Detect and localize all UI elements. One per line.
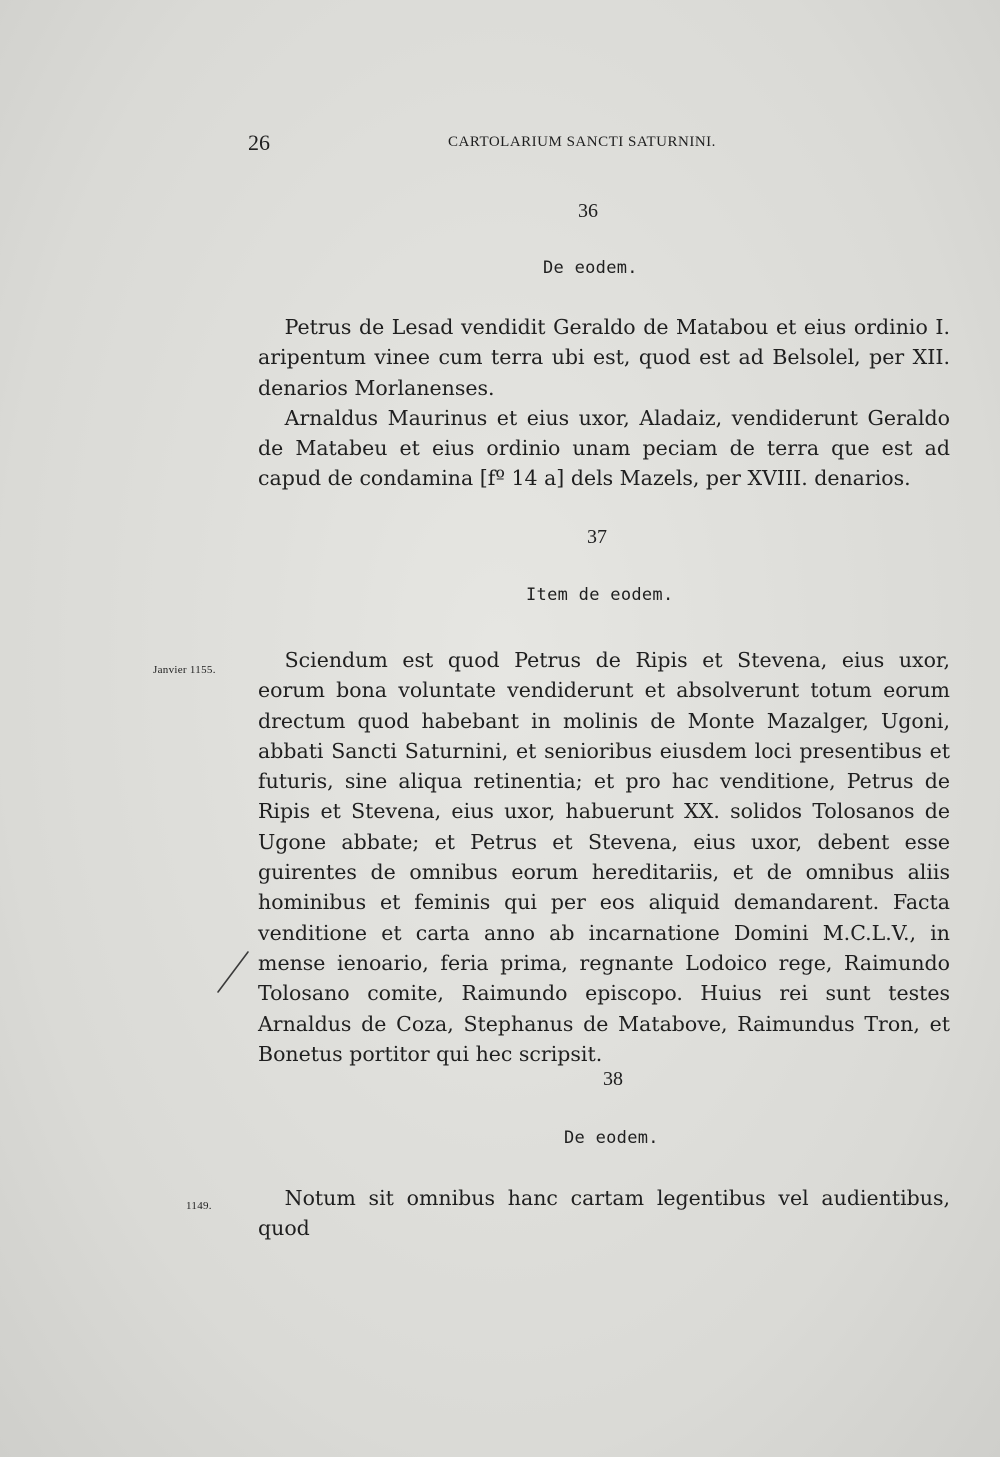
- paragraph: Arnaldus Maurinus et eius uxor, Aladaiz, vendiderunt Geraldo de Matabeu et eius ordinio unam peciam de terra que est ad capud de condamina [fº 14 a] dels Mazels, per XVIII. denarios.: [258, 405, 950, 491]
- running-head: [248, 130, 948, 160]
- handwritten-slash-mark: [212, 948, 252, 996]
- margin-date-note: Janvier 1155.: [153, 664, 216, 676]
- paragraph: Petrus de Lesad vendidit Geraldo de Matabou et eius ordinio I. aripentum vinee cum terra ubi est, quod est ad Belsolel, per XII. denarios Morlanenses.: [258, 315, 950, 400]
- paragraph: Sciendum est quod Petrus de Ripis et Stevena, eius uxor, eorum bona voluntate vendiderunt et absolverunt totum eorum drectum quod habebant in molinis de Monte Mazalger, Ugoni, abbati Sancti Saturnini, et senioribus eiusdem loci presentibus et futuris, sine aliqua retinentia; et pro hac venditione, Petrus de Ripis et Stevena, eius uxor, habuerunt XX. solidos Tolosanos de Ugone abbate; et Petrus et Stevena, eius uxor, debent esse guirentes de omnibus eorum hereditariis, et de omnibus aliis hominibus et feminis qui per eos aliquid demandarent. Facta venditione et carta anno ab incarnatione Domini M.C.L.V., in mense ienoario, feria prima, regnante Lodoico rege, Raimundo Tolosano comite, Raimundo episcopo. Huius rei sunt testes Arnaldus de Coza, Stephanus de Matabove, Raimundus Tron, et Bonetus portitor qui hec scripsit.: [258, 648, 950, 1066]
- section-body: [258, 1183, 950, 1244]
- running-title: CARTOLARIUM SANCTI SATURNINI.: [448, 134, 716, 150]
- paragraph: Notum sit omnibus hanc cartam legentibus vel audientibus, quod: [258, 1186, 950, 1241]
- section-heading: De eodem.: [543, 258, 638, 278]
- section-heading: Item de eodem.: [526, 585, 674, 605]
- section-number: 38: [603, 1068, 623, 1090]
- section-body: [258, 645, 950, 1069]
- page-number: 26: [248, 130, 270, 155]
- section-number: 37: [587, 526, 607, 548]
- section-body: [258, 312, 950, 494]
- section-number: 36: [578, 200, 598, 222]
- section-heading: De eodem.: [564, 1128, 659, 1148]
- margin-date-note: 1149.: [186, 1200, 212, 1212]
